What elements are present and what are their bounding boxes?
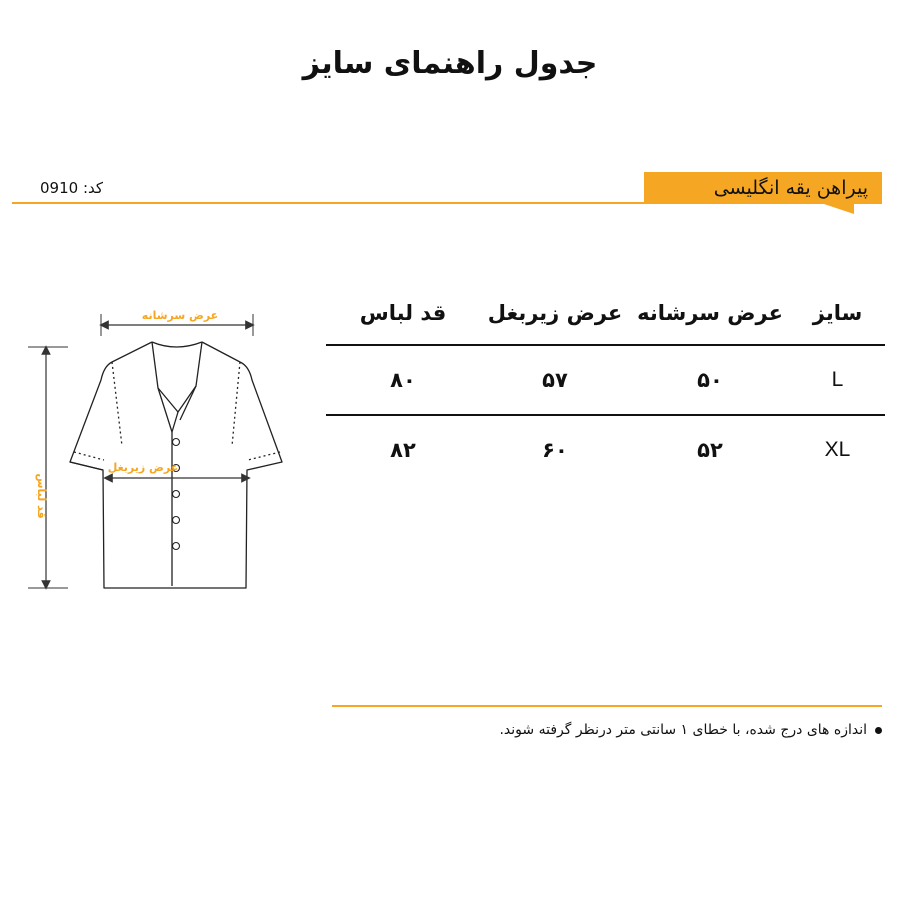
- cell-chest: ۶۰: [542, 438, 568, 462]
- cell-size: L: [790, 345, 885, 415]
- header-size: سایز: [790, 282, 885, 345]
- product-code-label: کد:: [82, 179, 104, 197]
- product-name-banner: پیراهن یقه انگلیسی: [644, 172, 882, 204]
- header-chest-width: عرض زیربغل: [480, 282, 630, 345]
- header-divider: [12, 202, 644, 204]
- measurement-note: [499, 722, 882, 738]
- product-code: [40, 179, 103, 197]
- cell-shoulder: ۵۲: [697, 438, 723, 462]
- note-text: اندازه های درج شده، با خطای ۱ سانتی متر درنظر گرفته شوند.: [499, 722, 867, 738]
- table-row: [326, 345, 885, 415]
- table-header-row: [326, 282, 885, 345]
- product-code-value: 0910: [40, 179, 79, 197]
- length-measure: [28, 347, 68, 588]
- banner-tail: [824, 204, 854, 214]
- page-title: جدول راهنمای سایز: [302, 46, 598, 81]
- bullet-icon: [875, 727, 882, 734]
- shirt-buttons: [173, 439, 180, 550]
- chest-label: عرض زیربغل: [107, 461, 179, 474]
- cell-size: XL: [824, 438, 851, 461]
- shoulder-label: عرض سرشانه: [141, 309, 219, 322]
- cell-chest: ۵۷: [480, 345, 630, 415]
- header-length: قد لباس: [326, 282, 480, 345]
- length-label: قد لباس: [35, 473, 48, 519]
- shoulder-measure: [101, 309, 253, 336]
- table-row: [326, 415, 885, 484]
- shirt-diagram: [0, 300, 320, 610]
- cell-shoulder: ۵۰: [630, 345, 790, 415]
- size-table: [326, 282, 885, 484]
- cell-length: ۸۰: [326, 345, 480, 415]
- chest-measure: [108, 461, 246, 478]
- cell-length: ۸۲: [390, 438, 416, 462]
- footer-divider: [332, 705, 882, 707]
- header-shoulder-width: عرض سرشانه: [630, 282, 790, 345]
